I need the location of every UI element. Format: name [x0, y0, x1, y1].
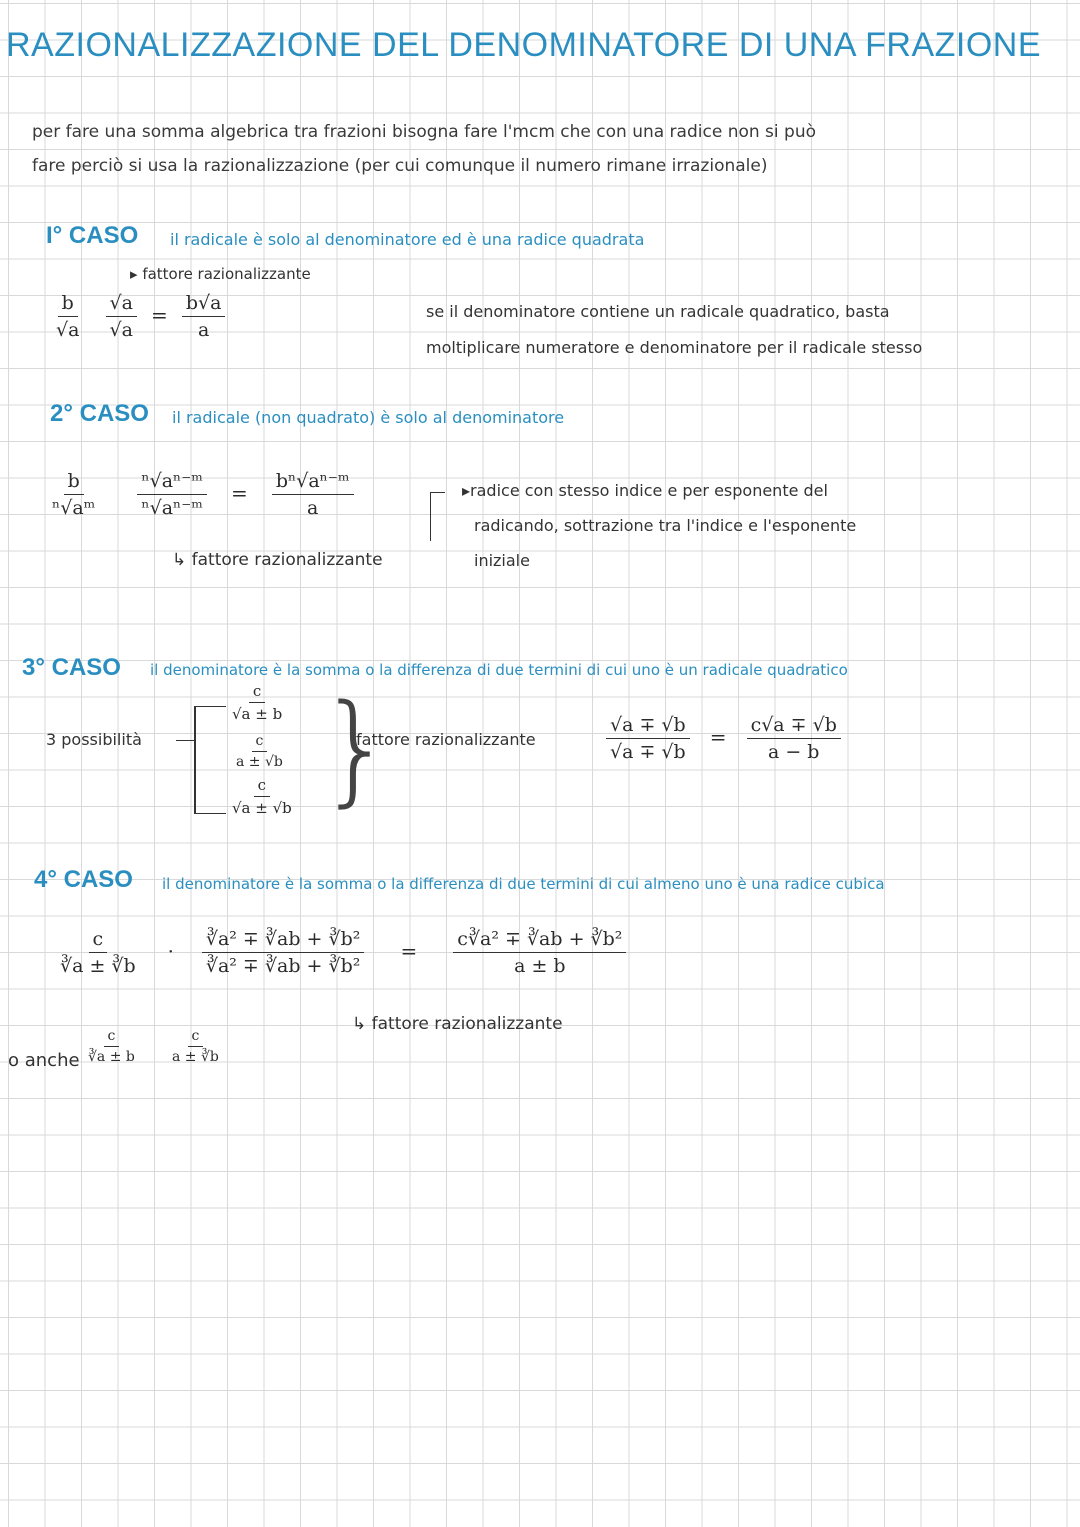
case3-equals: =: [709, 724, 727, 749]
case4-alt-2: [168, 1028, 223, 1065]
case3-p3-den: √a ± √b: [232, 799, 292, 817]
case1-fraction: [52, 292, 83, 341]
case4-multiply-dot: ·: [167, 940, 174, 963]
case4-frac-den: ∛a ± ∛b: [60, 955, 136, 977]
case1-frac1-den: √a: [56, 319, 80, 341]
right-brace-icon: }: [318, 680, 395, 819]
case1-rationalizing-factor: [106, 292, 137, 341]
case4-also-label: o anche: [8, 1050, 80, 1071]
case3-option-2: [232, 733, 287, 770]
case2-frac1-num: b: [64, 470, 84, 495]
case2-frac1-den: ⁿ√aᵐ: [52, 497, 96, 519]
case3-option-1: [228, 682, 286, 723]
arrow-right-icon: ▸: [462, 481, 471, 500]
case3-p1-den: √a ± b: [232, 705, 283, 723]
case3-option-2-fraction: [232, 733, 287, 770]
case4-factor-den: ∛a² ∓ ∛ab + ∛b²: [205, 955, 361, 977]
case2-arrow-line: [430, 492, 445, 541]
case2-fraction: [48, 470, 99, 519]
case2-label: 2° CASO: [50, 400, 149, 427]
case2-frac2-den: ⁿ√aⁿ⁻ᵐ: [141, 497, 203, 519]
case4-alt2-den: a ± ∛b: [172, 1049, 219, 1065]
case2-explanation-1: [462, 481, 828, 500]
intro-line-1: per fare una somma algebrica tra frazioni bisogna fare l'mcm che con una radice non si può: [32, 122, 816, 142]
case2-result-num: bⁿ√aⁿ⁻ᵐ: [272, 470, 354, 495]
case2-frac2-num: ⁿ√aⁿ⁻ᵐ: [137, 470, 207, 495]
case3-p1-num: c: [249, 682, 265, 703]
case3-option-3: [228, 776, 296, 817]
case2-explanation-3: iniziale: [474, 551, 530, 570]
case4-result-den: a ± b: [514, 955, 566, 977]
case4-fraction: [56, 928, 140, 977]
case3-option-3-fraction: [228, 776, 296, 817]
case1-formula: [52, 292, 225, 341]
case3-possibilities: 3 possibilità: [46, 730, 142, 749]
case2-explanation-2: radicando, sottrazione tra l'indice e l'esponente: [474, 516, 857, 535]
case4-equals: =: [400, 938, 418, 963]
case3-result: [747, 714, 841, 763]
case2-factor-note: [172, 550, 383, 570]
case3-formula: [606, 714, 841, 763]
case1-description: il radicale è solo al denominatore ed è una radice quadrata: [170, 230, 645, 249]
case1-factor-note: [130, 265, 311, 283]
case1-equals: =: [151, 302, 168, 327]
case1-result: [182, 292, 226, 341]
case4-factor-note: [352, 1014, 563, 1034]
case3-factor-num: √a ∓ √b: [606, 714, 690, 739]
arrow-right-icon: ↳: [352, 1014, 372, 1034]
case4-label: 4° CASO: [34, 866, 133, 893]
case3-factor: [606, 714, 690, 763]
case1-result-num: b√a: [182, 292, 226, 317]
case2-description: il radicale (non quadrato) è solo al denominatore: [172, 408, 565, 427]
case1-result-den: a: [197, 319, 210, 341]
case4-alt1-den: ∛a ± b: [88, 1049, 135, 1065]
case2-factor-note-text: fattore razionalizzante: [191, 550, 383, 570]
case4-result-num: c∛a² ∓ ∛ab + ∛b²: [453, 928, 626, 953]
case4-alt2-num: c: [188, 1028, 204, 1047]
case2-result: [272, 470, 354, 519]
case3-result-den: a − b: [767, 741, 820, 763]
case4-factor-num: ∛a² ∓ ∛ab + ∛b²: [202, 928, 365, 953]
case3-p2-den: a ± √b: [236, 754, 283, 770]
case4-alt-1: [84, 1028, 139, 1065]
case2-rationalizing-factor: [137, 470, 207, 519]
case3-connector: [176, 740, 194, 742]
page-title: RAZIONALIZZAZIONE DEL DENOMINATORE DI UNA FRAZIONE: [6, 26, 1042, 64]
case4-formula: [56, 928, 626, 977]
case4-frac-num: c: [89, 928, 108, 953]
case4-alt1-num: c: [104, 1028, 120, 1047]
arrow-right-icon: ▸: [130, 265, 143, 283]
case1-label: I° CASO: [46, 222, 139, 249]
case4-rationalizing-factor: [202, 928, 365, 977]
case1-explanation-1: se il denominatore contiene un radicale quadratico, basta: [426, 302, 890, 321]
case3-p2-num: c: [252, 733, 268, 752]
intro-line-2: fare perciò si usa la razionalizzazione (per cui comunque il numero rimane irrazionale): [32, 156, 768, 176]
case3-label: 3° CASO: [22, 654, 121, 681]
case1-factor-note-text: fattore razionalizzante: [142, 265, 311, 283]
case3-result-num: c√a ∓ √b: [747, 714, 841, 739]
case3-bracket: [194, 706, 226, 814]
case4-description: il denominatore è la somma o la differenza di due termini di cui almeno uno è una radice cubica: [162, 875, 885, 893]
case2-equals: =: [231, 480, 248, 505]
case4-alt-1-fraction: [84, 1028, 139, 1065]
case2-formula: [48, 470, 354, 519]
case3-factor-label: fattore razionalizzante: [356, 730, 536, 749]
case2-explanation-1-text: radice con stesso indice e per esponente del: [470, 481, 828, 500]
case3-description: il denominatore è la somma o la differenza di due termini di cui uno è un radicale quadratico: [150, 661, 848, 679]
case3-option-1-fraction: [228, 682, 286, 723]
case2-result-den: a: [307, 497, 319, 519]
case1-frac2-den: √a: [109, 319, 133, 341]
case4-result: [453, 928, 626, 977]
case4-alt-2-fraction: [168, 1028, 223, 1065]
arrow-right-icon: ↳: [172, 550, 192, 570]
case3-p3-num: c: [254, 776, 270, 797]
case1-explanation-2: moltiplicare numeratore e denominatore per il radicale stesso: [426, 338, 923, 357]
case1-frac2-num: √a: [106, 292, 137, 317]
case3-factor-den: √a ∓ √b: [610, 741, 686, 763]
case1-frac1-num: b: [58, 292, 78, 317]
case4-factor-note-text: fattore razionalizzante: [371, 1014, 563, 1034]
